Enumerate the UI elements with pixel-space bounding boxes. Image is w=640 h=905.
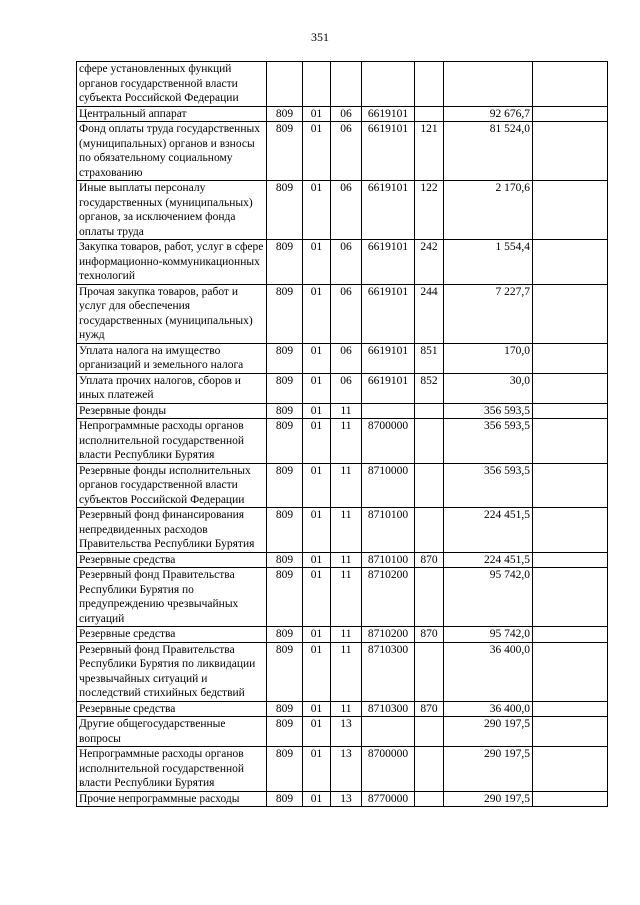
- expense-type-code-cell: [415, 508, 444, 553]
- expense-type-code-cell: [415, 791, 444, 807]
- section-code-cell: 01: [303, 627, 331, 643]
- extra-column-cell: [533, 181, 608, 240]
- row-name-cell: Непрограммные расходы органов исполнительной государственной власти Республики Бурятия: [77, 419, 267, 464]
- amount-cell: 2 170,6: [444, 181, 533, 240]
- section-code-cell: [303, 62, 331, 107]
- budget-table-body: [77, 62, 608, 807]
- row-name-cell: Непрограммные расходы органов исполнительной государственной власти Республики Бурятия: [77, 747, 267, 792]
- section-code-cell: 01: [303, 343, 331, 373]
- expense-type-code-cell: 851: [415, 343, 444, 373]
- ministry-code-cell: 809: [267, 642, 303, 701]
- extra-column-cell: [533, 419, 608, 464]
- section-code-cell: 01: [303, 747, 331, 792]
- expense-type-code-cell: 870: [415, 701, 444, 717]
- section-code-cell: 01: [303, 642, 331, 701]
- ministry-code-cell: 809: [267, 403, 303, 419]
- row-name-cell: Резервные фонды: [77, 403, 267, 419]
- row-name-cell: Резервные средства: [77, 552, 267, 568]
- section-code-cell: 01: [303, 508, 331, 553]
- amount-cell: 81 524,0: [444, 122, 533, 181]
- row-name-cell: Иные выплаты персоналу государственных (муниципальных) органов, за исключением фонда оплаты труда: [77, 181, 267, 240]
- extra-column-cell: [533, 463, 608, 508]
- subsection-code-cell: 11: [331, 568, 362, 627]
- article-code-cell: 6619101: [362, 181, 415, 240]
- section-code-cell: 01: [303, 240, 331, 285]
- row-name-cell: Уплата налога на имущество организаций и земельного налога: [77, 343, 267, 373]
- subsection-code-cell: 11: [331, 552, 362, 568]
- extra-column-cell: [533, 717, 608, 747]
- amount-cell: 30,0: [444, 373, 533, 403]
- table-row: [77, 122, 608, 181]
- table-row: [77, 552, 608, 568]
- amount-cell: 95 742,0: [444, 568, 533, 627]
- table-row: [77, 747, 608, 792]
- extra-column-cell: [533, 747, 608, 792]
- expense-type-code-cell: 870: [415, 627, 444, 643]
- article-code-cell: 6619101: [362, 240, 415, 285]
- section-code-cell: 01: [303, 552, 331, 568]
- expense-type-code-cell: [415, 419, 444, 464]
- subsection-code-cell: 11: [331, 463, 362, 508]
- section-code-cell: 01: [303, 181, 331, 240]
- extra-column-cell: [533, 701, 608, 717]
- article-code-cell: 6619101: [362, 122, 415, 181]
- expense-type-code-cell: [415, 62, 444, 107]
- subsection-code-cell: 06: [331, 284, 362, 343]
- subsection-code-cell: 11: [331, 701, 362, 717]
- ministry-code-cell: 809: [267, 508, 303, 553]
- table-row: [77, 508, 608, 553]
- article-code-cell: 8710200: [362, 627, 415, 643]
- expense-type-code-cell: 242: [415, 240, 444, 285]
- article-code-cell: 8710300: [362, 701, 415, 717]
- amount-cell: 95 742,0: [444, 627, 533, 643]
- table-row: [77, 568, 608, 627]
- table-row: [77, 181, 608, 240]
- section-code-cell: 01: [303, 373, 331, 403]
- expense-type-code-cell: [415, 642, 444, 701]
- ministry-code-cell: 809: [267, 747, 303, 792]
- table-row: [77, 463, 608, 508]
- expense-type-code-cell: 244: [415, 284, 444, 343]
- extra-column-cell: [533, 568, 608, 627]
- ministry-code-cell: 809: [267, 181, 303, 240]
- row-name-cell: Другие общегосударственные вопросы: [77, 717, 267, 747]
- article-code-cell: [362, 403, 415, 419]
- section-code-cell: 01: [303, 122, 331, 181]
- subsection-code-cell: 06: [331, 240, 362, 285]
- subsection-code-cell: 06: [331, 343, 362, 373]
- section-code-cell: 01: [303, 403, 331, 419]
- budget-table: [76, 61, 608, 807]
- table-row: [77, 701, 608, 717]
- extra-column-cell: [533, 508, 608, 553]
- section-code-cell: 01: [303, 106, 331, 122]
- amount-cell: 290 197,5: [444, 717, 533, 747]
- extra-column-cell: [533, 627, 608, 643]
- section-code-cell: 01: [303, 717, 331, 747]
- extra-column-cell: [533, 122, 608, 181]
- ministry-code-cell: 809: [267, 568, 303, 627]
- table-row: [77, 106, 608, 122]
- article-code-cell: 6619101: [362, 106, 415, 122]
- subsection-code-cell: 11: [331, 419, 362, 464]
- expense-type-code-cell: 122: [415, 181, 444, 240]
- extra-column-cell: [533, 373, 608, 403]
- subsection-code-cell: 11: [331, 627, 362, 643]
- expense-type-code-cell: 121: [415, 122, 444, 181]
- table-row: [77, 284, 608, 343]
- amount-cell: 170,0: [444, 343, 533, 373]
- subsection-code-cell: 13: [331, 717, 362, 747]
- table-row: [77, 240, 608, 285]
- row-name-cell: Прочая закупка товаров, работ и услуг для обеспечения государственных (муниципальных) нужд: [77, 284, 267, 343]
- subsection-code-cell: 11: [331, 508, 362, 553]
- subsection-code-cell: 06: [331, 122, 362, 181]
- section-code-cell: 01: [303, 568, 331, 627]
- row-name-cell: Резервные фонды исполнительных органов государственной власти субъектов Российской Федерации: [77, 463, 267, 508]
- expense-type-code-cell: [415, 403, 444, 419]
- section-code-cell: 01: [303, 463, 331, 508]
- row-name-cell: Фонд оплаты труда государственных (муниципальных) органов и взносы по обязательному социальному страхованию: [77, 122, 267, 181]
- row-name-cell: Уплата прочих налогов, сборов и иных платежей: [77, 373, 267, 403]
- amount-cell: 224 451,5: [444, 508, 533, 553]
- article-code-cell: 8710000: [362, 463, 415, 508]
- amount-cell: 290 197,5: [444, 747, 533, 792]
- article-code-cell: 8710100: [362, 508, 415, 553]
- table-row: [77, 62, 608, 107]
- article-code-cell: 8700000: [362, 747, 415, 792]
- article-code-cell: 6619101: [362, 284, 415, 343]
- extra-column-cell: [533, 642, 608, 701]
- table-row: [77, 419, 608, 464]
- extra-column-cell: [533, 403, 608, 419]
- expense-type-code-cell: [415, 747, 444, 792]
- row-name-cell: Резервный фонд финансирования непредвиденных расходов Правительства Республики Бурятия: [77, 508, 267, 553]
- subsection-code-cell: 11: [331, 403, 362, 419]
- ministry-code-cell: 809: [267, 106, 303, 122]
- expense-type-code-cell: [415, 106, 444, 122]
- row-name-cell: Резервные средства: [77, 701, 267, 717]
- amount-cell: 1 554,4: [444, 240, 533, 285]
- table-row: [77, 343, 608, 373]
- article-code-cell: 6619101: [362, 373, 415, 403]
- table-row: [77, 791, 608, 807]
- amount-cell: 224 451,5: [444, 552, 533, 568]
- amount-cell: [444, 62, 533, 107]
- expense-type-code-cell: [415, 568, 444, 627]
- amount-cell: 290 197,5: [444, 791, 533, 807]
- table-row: [77, 642, 608, 701]
- subsection-code-cell: 06: [331, 373, 362, 403]
- ministry-code-cell: 809: [267, 552, 303, 568]
- amount-cell: 356 593,5: [444, 403, 533, 419]
- subsection-code-cell: 11: [331, 642, 362, 701]
- amount-cell: 36 400,0: [444, 642, 533, 701]
- table-row: [77, 627, 608, 643]
- row-name-cell: Закупка товаров, работ, услуг в сфере информационно-коммуникационных технологий: [77, 240, 267, 285]
- row-name-cell: Прочие непрограммные расходы: [77, 791, 267, 807]
- section-code-cell: 01: [303, 419, 331, 464]
- table-row: [77, 403, 608, 419]
- subsection-code-cell: 13: [331, 791, 362, 807]
- ministry-code-cell: 809: [267, 343, 303, 373]
- ministry-code-cell: 809: [267, 284, 303, 343]
- row-name-cell: сфере установленных функций органов государственной власти субъекта Российской Федерации: [77, 62, 267, 107]
- article-code-cell: 8700000: [362, 419, 415, 464]
- extra-column-cell: [533, 62, 608, 107]
- ministry-code-cell: 809: [267, 373, 303, 403]
- ministry-code-cell: 809: [267, 240, 303, 285]
- row-name-cell: Резервный фонд Правительства Республики Бурятия по предупреждению чрезвычайных ситуаций: [77, 568, 267, 627]
- extra-column-cell: [533, 552, 608, 568]
- article-code-cell: 8710200: [362, 568, 415, 627]
- ministry-code-cell: 809: [267, 463, 303, 508]
- amount-cell: 356 593,5: [444, 419, 533, 464]
- subsection-code-cell: 06: [331, 106, 362, 122]
- amount-cell: 356 593,5: [444, 463, 533, 508]
- subsection-code-cell: 13: [331, 747, 362, 792]
- subsection-code-cell: [331, 62, 362, 107]
- ministry-code-cell: 809: [267, 419, 303, 464]
- ministry-code-cell: [267, 62, 303, 107]
- extra-column-cell: [533, 284, 608, 343]
- ministry-code-cell: 809: [267, 791, 303, 807]
- extra-column-cell: [533, 791, 608, 807]
- article-code-cell: 6619101: [362, 343, 415, 373]
- extra-column-cell: [533, 106, 608, 122]
- ministry-code-cell: 809: [267, 627, 303, 643]
- expense-type-code-cell: [415, 463, 444, 508]
- subsection-code-cell: 06: [331, 181, 362, 240]
- section-code-cell: 01: [303, 284, 331, 343]
- ministry-code-cell: 809: [267, 717, 303, 747]
- row-name-cell: Центральный аппарат: [77, 106, 267, 122]
- ministry-code-cell: 809: [267, 122, 303, 181]
- article-code-cell: 8710300: [362, 642, 415, 701]
- extra-column-cell: [533, 343, 608, 373]
- table-row: [77, 373, 608, 403]
- expense-type-code-cell: 852: [415, 373, 444, 403]
- row-name-cell: Резервные средства: [77, 627, 267, 643]
- article-code-cell: 8770000: [362, 791, 415, 807]
- expense-type-code-cell: [415, 717, 444, 747]
- amount-cell: 7 227,7: [444, 284, 533, 343]
- article-code-cell: [362, 62, 415, 107]
- section-code-cell: 01: [303, 701, 331, 717]
- amount-cell: 92 676,7: [444, 106, 533, 122]
- ministry-code-cell: 809: [267, 701, 303, 717]
- article-code-cell: 8710100: [362, 552, 415, 568]
- section-code-cell: 01: [303, 791, 331, 807]
- page-number: 351: [311, 30, 329, 44]
- table-row: [77, 717, 608, 747]
- expense-type-code-cell: 870: [415, 552, 444, 568]
- article-code-cell: [362, 717, 415, 747]
- row-name-cell: Резервный фонд Правительства Республики Бурятия по ликвидации чрезвычайных ситуаций и последствий стихийных бедствий: [77, 642, 267, 701]
- extra-column-cell: [533, 240, 608, 285]
- amount-cell: 36 400,0: [444, 701, 533, 717]
